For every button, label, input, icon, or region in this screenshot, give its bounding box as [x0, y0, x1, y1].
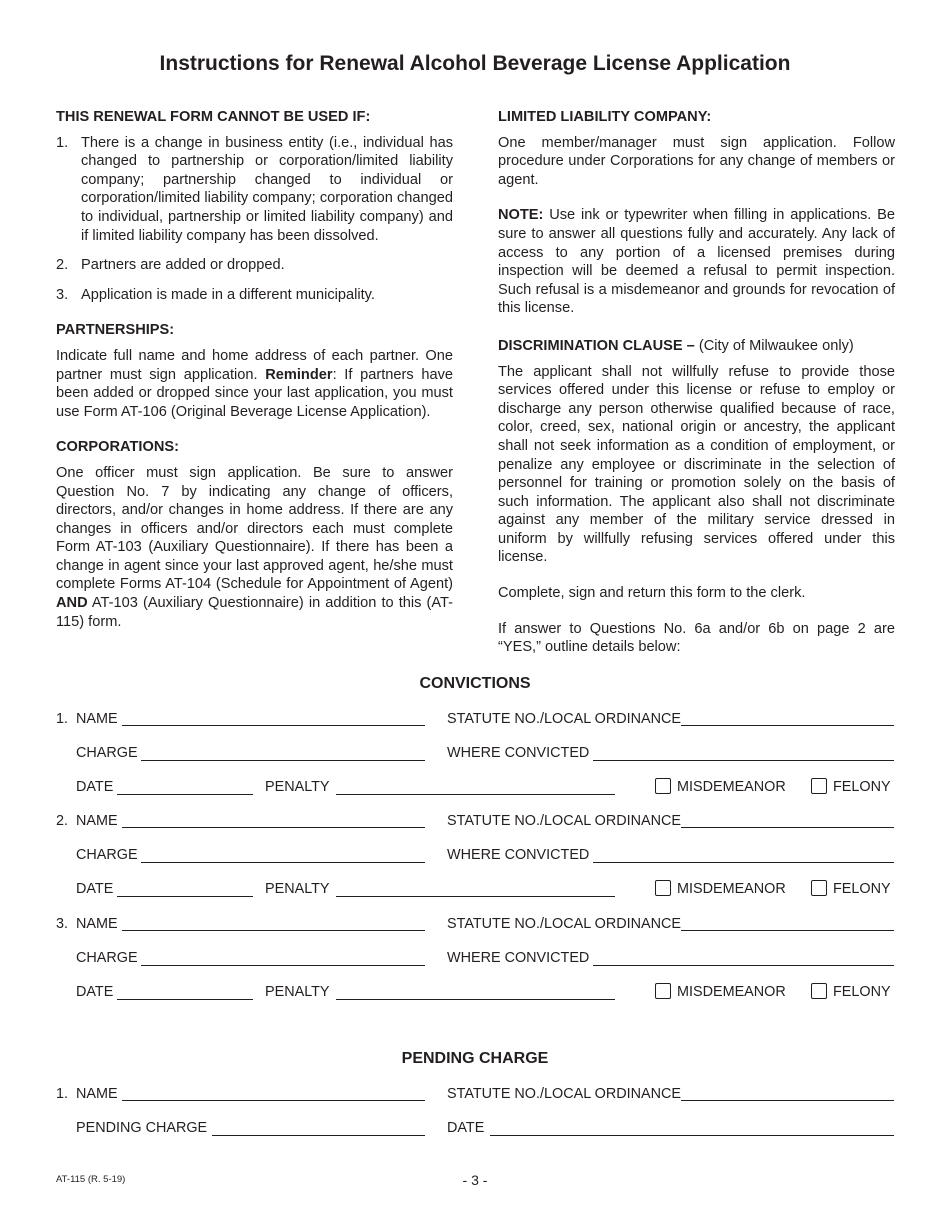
llc-heading: LIMITED LIABILITY COMPANY:: [498, 109, 712, 125]
name-label: NAME: [76, 916, 118, 932]
list-item-text: Application is made in a different municipality.: [81, 286, 375, 303]
and-label: AND: [56, 595, 88, 612]
name-field[interactable]: [122, 930, 425, 931]
partnerships-text: [56, 347, 453, 421]
pending-charge-label: PENDING CHARGE: [76, 1120, 208, 1136]
penalty-label: PENALTY: [265, 881, 330, 897]
felony-label: FELONY: [833, 881, 891, 897]
charge-label: CHARGE: [76, 847, 138, 863]
partnerships-text-1: Indicate full name and home address of each partner. One partner must sign application.: [56, 347, 453, 383]
discrimination-section: [498, 337, 895, 567]
name-field[interactable]: [122, 1100, 425, 1101]
right-column: [498, 108, 895, 674]
list-item: [56, 286, 453, 305]
corporations-text-1: One officer must sign application. Be sure to answer Question No. 7 by indicating any change of officers, directors, and/or changes in home address. If there are any changes in officers and/or directors each must complete Form AT-103 (Auxiliary Questionnaire). If there has been a change in agent since your last approved agent, he/she must complete Forms AT-104 (Schedule for Appointment of Agent): [56, 464, 453, 593]
felony-checkbox[interactable]: [811, 880, 827, 896]
date-label: DATE: [76, 881, 114, 897]
charge-field[interactable]: [141, 965, 425, 966]
entry-number: 1.: [56, 1086, 69, 1102]
entry-number: 2.: [56, 813, 69, 829]
felony-label: FELONY: [833, 779, 891, 795]
statute-field[interactable]: [681, 930, 894, 931]
where-convicted-field[interactable]: [593, 862, 894, 863]
date-field[interactable]: [117, 999, 253, 1000]
penalty-label: PENALTY: [265, 984, 330, 1000]
left-column: [56, 108, 453, 648]
pending-charge-field[interactable]: [212, 1135, 425, 1136]
partnerships-text-2: : If partners have been added or dropped since your last application, you must use Form AT-106 (Original Beverage License Application).: [56, 366, 453, 420]
entry-number: 3.: [56, 916, 69, 932]
misdemeanor-label: MISDEMEANOR: [677, 779, 786, 795]
charge-field[interactable]: [141, 760, 425, 761]
discrimination-heading: [498, 337, 895, 356]
questions-section: [498, 620, 895, 657]
name-label: NAME: [76, 711, 118, 727]
list-item-text: There is a change in business entity (i.e., individual has changed to partnership or corporation/limited liability company; partnership changed to individual or corporation/limited liability company; corporation changed to individual, partnership or limited liability company) and if limited liability company has been dissolved.: [81, 134, 453, 244]
charge-field[interactable]: [141, 862, 425, 863]
corporations-text-2: AT-103 (Auxiliary Questionnaire) in addition to this (AT-115) form.: [56, 595, 454, 630]
where-convicted-label: WHERE CONVICTED: [447, 847, 590, 863]
charge-label: CHARGE: [76, 950, 138, 966]
note-body: Use ink or typewriter when filling in applications. Be sure to answer all questions fully and accurately. Any lack of access to any portion of a licensed premises during inspection will be deemed a refusal to permit inspection. Such refusal is a misdemeanor and grounds for revocation of this license.: [498, 207, 895, 317]
note-text: [498, 206, 895, 318]
list-item-text: Partners are added or dropped.: [81, 257, 285, 274]
date-field[interactable]: [117, 794, 253, 795]
cannot-use-heading: THIS RENEWAL FORM CANNOT BE USED IF:: [56, 109, 371, 125]
misdemeanor-checkbox[interactable]: [655, 880, 671, 896]
statute-label: STATUTE NO./LOCAL ORDINANCE: [447, 1086, 682, 1102]
misdemeanor-label: MISDEMEANOR: [677, 984, 786, 1000]
statute-field[interactable]: [681, 725, 894, 726]
name-label: NAME: [76, 1086, 118, 1102]
cannot-use-list: [56, 134, 453, 305]
note-label: NOTE:: [498, 207, 544, 224]
misdemeanor-label: MISDEMEANOR: [677, 881, 786, 897]
complete-text: Complete, sign and return this form to the clerk.: [498, 585, 806, 602]
penalty-label: PENALTY: [265, 779, 330, 795]
where-convicted-label: WHERE CONVICTED: [447, 950, 590, 966]
list-item-number: 3.: [56, 286, 69, 303]
list-item-number: 2.: [56, 257, 69, 274]
statute-field[interactable]: [681, 1100, 894, 1101]
list-item: [56, 134, 453, 246]
misdemeanor-checkbox[interactable]: [655, 983, 671, 999]
list-item-number: 1.: [56, 134, 69, 151]
name-field[interactable]: [122, 725, 425, 726]
reminder-label: Reminder: [265, 366, 333, 383]
partnerships-section: [56, 321, 453, 421]
llc-text: One member/manager must sign application. Follow procedure under Corporations for any change of members or agent.: [498, 134, 895, 188]
penalty-field[interactable]: [336, 999, 615, 1000]
page-number: - 3 -: [462, 1172, 488, 1188]
date-label: DATE: [76, 984, 114, 1000]
where-convicted-field[interactable]: [593, 965, 894, 966]
felony-label: FELONY: [833, 984, 891, 1000]
discrimination-heading-text: DISCRIMINATION CLAUSE –: [498, 337, 695, 354]
felony-checkbox[interactable]: [811, 983, 827, 999]
date-label: DATE: [76, 779, 114, 795]
entry-number: 1.: [56, 711, 69, 727]
penalty-field[interactable]: [336, 896, 615, 897]
partnerships-heading: PARTNERSHIPS:: [56, 322, 175, 339]
penalty-field[interactable]: [336, 794, 615, 795]
discrimination-text: The applicant shall not willfully refuse to provide those services offered under this license or refuse to employ or discharge any person otherwise qualified because of race, color, creed, sex, national origin or ancestry, the applicant shall not seek information as a condition of employment, or penalize any employee or discriminate in the selection of personnel for training or promotion solely on the basis of such information. The applicant also shall not discriminate against any member of the military service dressed in uniform by willfully refusing services offered under this license.: [498, 363, 895, 566]
date-label: DATE: [447, 1120, 485, 1136]
date-field[interactable]: [490, 1135, 894, 1136]
where-convicted-field[interactable]: [593, 760, 894, 761]
statute-field[interactable]: [681, 827, 894, 828]
statute-label: STATUTE NO./LOCAL ORDINANCE: [447, 916, 682, 932]
corporations-text: [56, 464, 453, 631]
discrimination-note: (City of Milwaukee only): [698, 337, 854, 354]
cannot-use-section: [56, 108, 453, 304]
list-item: [56, 256, 453, 275]
form-id: AT-115 (R. 5-19): [56, 1174, 126, 1185]
felony-checkbox[interactable]: [811, 778, 827, 794]
note-section: [498, 206, 895, 318]
llc-section: [498, 108, 895, 189]
corporations-heading: CORPORATIONS:: [56, 439, 179, 456]
complete-section: [498, 584, 895, 603]
where-convicted-label: WHERE CONVICTED: [447, 745, 590, 761]
pending-charge-title: PENDING CHARGE: [401, 1050, 549, 1067]
convictions-title: CONVICTIONS: [419, 675, 531, 692]
name-label: NAME: [76, 813, 118, 829]
page-title: Instructions for Renewal Alcohol Beverage License Application: [159, 52, 791, 75]
date-field[interactable]: [117, 896, 253, 897]
questions-text: If answer to Questions No. 6a and/or 6b on page 2 are “YES,” outline details below:: [498, 620, 895, 656]
charge-label: CHARGE: [76, 745, 138, 761]
name-field[interactable]: [122, 827, 425, 828]
statute-label: STATUTE NO./LOCAL ORDINANCE: [447, 813, 682, 829]
misdemeanor-checkbox[interactable]: [655, 778, 671, 794]
corporations-section: [56, 438, 453, 631]
statute-label: STATUTE NO./LOCAL ORDINANCE: [447, 711, 682, 727]
